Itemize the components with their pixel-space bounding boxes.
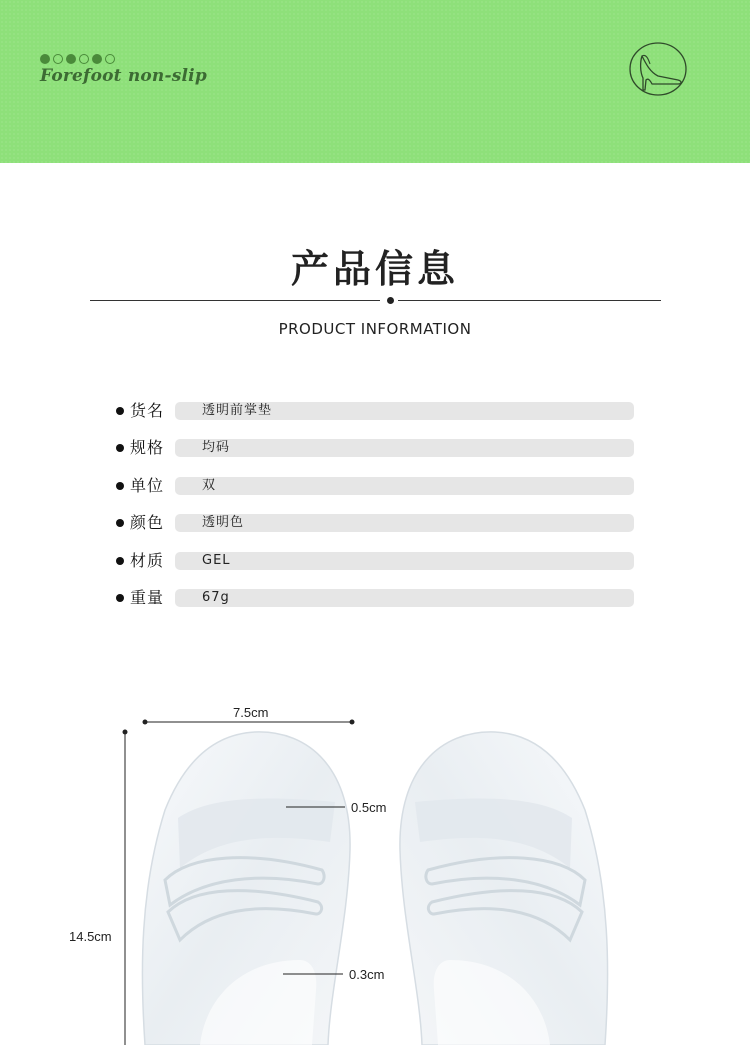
pad-thickness-label: 0.5cm <box>351 800 387 815</box>
info-value-bar <box>175 552 634 570</box>
info-value-bar <box>175 589 634 607</box>
dot-1 <box>40 54 50 64</box>
info-row-unit <box>116 476 636 496</box>
info-label: 重量 <box>130 588 165 607</box>
info-label: 材质 <box>130 551 165 570</box>
divider-dot <box>387 297 394 304</box>
divider-right <box>398 300 661 301</box>
info-value: 透明前掌垫 <box>202 403 273 418</box>
dot-6 <box>105 54 115 64</box>
info-value: 67g <box>202 590 230 605</box>
page-title: 产品信息 <box>290 247 459 291</box>
left-insole <box>142 732 350 1045</box>
info-row-spec <box>116 438 636 458</box>
bullet-icon <box>116 407 124 415</box>
length-label: 14.5cm <box>69 929 112 944</box>
dot-3 <box>66 54 76 64</box>
dot-5 <box>92 54 102 64</box>
info-label: 单位 <box>130 476 165 495</box>
info-row-material <box>116 551 636 571</box>
info-value: GEL <box>202 553 231 568</box>
info-value-bar <box>175 477 634 495</box>
info-value: 透明色 <box>202 515 245 530</box>
bullet-icon <box>116 444 124 452</box>
info-value: 双 <box>202 478 217 493</box>
high-heel-shoe-icon <box>628 42 688 96</box>
dot-2 <box>53 54 63 64</box>
info-label: 颜色 <box>130 513 165 532</box>
info-value: 均码 <box>202 440 231 455</box>
inner-thickness-label: 0.3cm <box>349 967 385 982</box>
info-label: 货名 <box>130 401 165 420</box>
info-row-weight <box>116 588 636 608</box>
divider-left <box>90 300 380 301</box>
dot-4 <box>79 54 89 64</box>
insole-pair-image <box>0 690 750 1045</box>
info-value-bar <box>175 439 634 457</box>
info-label: 规格 <box>130 438 165 457</box>
top-banner <box>0 0 750 163</box>
right-insole <box>400 732 608 1045</box>
bullet-icon <box>116 557 124 565</box>
info-value-bar <box>175 402 634 420</box>
progress-dots <box>40 54 115 64</box>
banner-tagline: Forefoot non-slip <box>40 66 207 86</box>
bullet-icon <box>116 482 124 490</box>
page-subtitle: PRODUCT INFORMATION <box>278 320 472 338</box>
width-label: 7.5cm <box>233 705 269 720</box>
info-row-color <box>116 513 636 533</box>
bullet-icon <box>116 594 124 602</box>
bullet-icon <box>116 519 124 527</box>
info-row-name <box>116 401 636 421</box>
info-value-bar <box>175 514 634 532</box>
insole-dimension-figure <box>0 690 750 1045</box>
